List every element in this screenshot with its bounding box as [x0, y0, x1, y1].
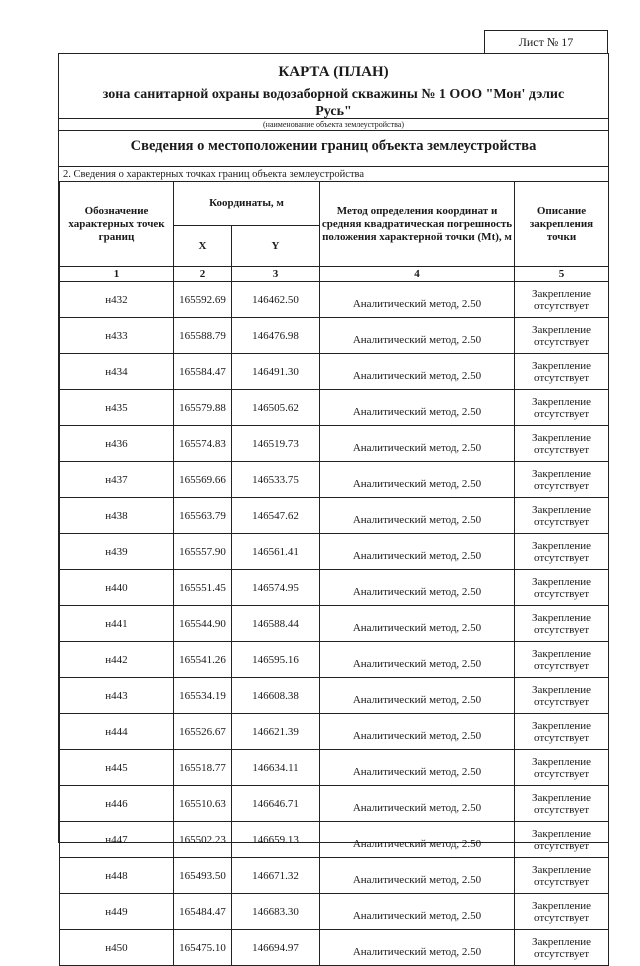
description-cell: Закрепление отсутствует — [515, 858, 609, 894]
description-cell: Закрепление отсутствует — [515, 678, 609, 714]
x-coordinate-cell: 165541.26 — [174, 642, 232, 678]
x-coordinate-cell: 165526.67 — [174, 714, 232, 750]
x-coordinate-cell: 165551.45 — [174, 570, 232, 606]
table-row — [60, 390, 609, 426]
point-cell: н445 — [60, 750, 174, 786]
method-cell: Аналитический метод, 2.50 — [320, 642, 515, 678]
description-cell: Закрепление отсутствует — [515, 390, 609, 426]
x-coordinate-cell: 165475.10 — [174, 930, 232, 966]
description-cell: Закрепление отсутствует — [515, 462, 609, 498]
description-cell: Закрепление отсутствует — [515, 426, 609, 462]
point-cell: н450 — [60, 930, 174, 966]
column-number: 1 — [60, 267, 174, 282]
method-cell: Аналитический метод, 2.50 — [320, 894, 515, 930]
point-cell: н443 — [60, 678, 174, 714]
document-frame — [58, 53, 609, 960]
method-cell: Аналитический метод, 2.50 — [320, 354, 515, 390]
table-row — [60, 318, 609, 354]
x-coordinate-cell: 165563.79 — [174, 498, 232, 534]
table-row — [60, 606, 609, 642]
x-coordinate-cell: 165574.83 — [174, 426, 232, 462]
header-description: Описание закрепления точки — [515, 182, 609, 267]
table-row — [60, 462, 609, 498]
method-cell: Аналитический метод, 2.50 — [320, 606, 515, 642]
object-name: зона санитарной охраны водозаборной скважины № 1 ООО "Мон' дэлис Русь" — [102, 87, 565, 119]
description-cell: Закрепление отсутствует — [515, 282, 609, 318]
y-coordinate-cell: 146694.97 — [232, 930, 320, 966]
method-cell: Аналитический метод, 2.50 — [320, 534, 515, 570]
method-cell: Аналитический метод, 2.50 — [320, 678, 515, 714]
column-number: 2 — [174, 267, 232, 282]
method-cell: Аналитический метод, 2.50 — [320, 282, 515, 318]
method-cell: Аналитический метод, 2.50 — [320, 390, 515, 426]
column-number: 3 — [232, 267, 320, 282]
point-cell: н436 — [60, 426, 174, 462]
y-coordinate-cell: 146574.95 — [232, 570, 320, 606]
table-row — [60, 750, 609, 786]
y-coordinate-cell: 146634.11 — [232, 750, 320, 786]
header-point: Обозначение характерных точек границ — [60, 182, 174, 267]
point-cell: н439 — [60, 534, 174, 570]
point-cell: н449 — [60, 894, 174, 930]
y-coordinate-cell: 146476.98 — [232, 318, 320, 354]
y-coordinate-cell: 146588.44 — [232, 606, 320, 642]
point-cell: н447 — [60, 822, 174, 858]
x-coordinate-cell: 165588.79 — [174, 318, 232, 354]
y-coordinate-cell: 146683.30 — [232, 894, 320, 930]
point-cell: н444 — [60, 714, 174, 750]
x-coordinate-cell: 165557.90 — [174, 534, 232, 570]
description-cell: Закрепление отсутствует — [515, 714, 609, 750]
point-cell: н433 — [60, 318, 174, 354]
description-cell: Закрепление отсутствует — [515, 570, 609, 606]
point-cell: н448 — [60, 858, 174, 894]
point-cell: н442 — [60, 642, 174, 678]
description-cell: Закрепление отсутствует — [515, 822, 609, 858]
table-row — [60, 426, 609, 462]
y-coordinate-cell: 146462.50 — [232, 282, 320, 318]
table-row — [60, 894, 609, 930]
point-cell: н438 — [60, 498, 174, 534]
y-coordinate-cell: 146491.30 — [232, 354, 320, 390]
description-cell: Закрепление отсутствует — [515, 498, 609, 534]
description-cell: Закрепление отсутствует — [515, 930, 609, 966]
coordinates-table — [59, 181, 609, 966]
point-cell: н435 — [60, 390, 174, 426]
description-cell: Закрепление отсутствует — [515, 318, 609, 354]
x-coordinate-cell: 165510.63 — [174, 786, 232, 822]
y-coordinate-cell: 146547.62 — [232, 498, 320, 534]
table-row — [60, 714, 609, 750]
description-cell: Закрепление отсутствует — [515, 786, 609, 822]
divider — [59, 118, 608, 119]
y-coordinate-cell: 146505.62 — [232, 390, 320, 426]
description-cell: Закрепление отсутствует — [515, 750, 609, 786]
y-coordinate-cell: 146561.41 — [232, 534, 320, 570]
document-title: КАРТА (ПЛАН) — [278, 64, 389, 80]
x-coordinate-cell: 165518.77 — [174, 750, 232, 786]
header-y: Y — [232, 226, 320, 267]
y-coordinate-cell: 146533.75 — [232, 462, 320, 498]
x-coordinate-cell: 165592.69 — [174, 282, 232, 318]
title-block — [59, 54, 608, 118]
sheet-number-label: Лист № 17 — [518, 34, 574, 49]
description-cell: Закрепление отсутствует — [515, 894, 609, 930]
y-coordinate-cell: 146595.16 — [232, 642, 320, 678]
column-number: 4 — [320, 267, 515, 282]
point-cell: н446 — [60, 786, 174, 822]
table-row — [60, 282, 609, 318]
y-coordinate-cell: 146646.71 — [232, 786, 320, 822]
table-row — [60, 642, 609, 678]
sheet-number — [484, 30, 608, 54]
description-cell: Закрепление отсутствует — [515, 354, 609, 390]
method-cell: Аналитический метод, 2.50 — [320, 570, 515, 606]
table-row — [60, 930, 609, 966]
point-cell: н440 — [60, 570, 174, 606]
method-cell: Аналитический метод, 2.50 — [320, 426, 515, 462]
description-cell: Закрепление отсутствует — [515, 534, 609, 570]
method-cell: Аналитический метод, 2.50 — [320, 786, 515, 822]
section-title: Сведения о местоположении границ объекта землеустройства — [130, 138, 537, 154]
method-cell: Аналитический метод, 2.50 — [320, 930, 515, 966]
table-row — [60, 786, 609, 822]
point-cell: н434 — [60, 354, 174, 390]
description-cell: Закрепление отсутствует — [515, 642, 609, 678]
description-cell: Закрепление отсутствует — [515, 606, 609, 642]
divider — [59, 166, 608, 167]
x-coordinate-cell: 165584.47 — [174, 354, 232, 390]
table-row — [60, 678, 609, 714]
x-coordinate-cell: 165569.66 — [174, 462, 232, 498]
table-row — [60, 570, 609, 606]
y-coordinate-cell: 146608.38 — [232, 678, 320, 714]
point-cell: н441 — [60, 606, 174, 642]
subsection-title: 2. Сведения о характерных точках границ объекта землеустройства — [63, 169, 365, 180]
x-coordinate-cell: 165534.19 — [174, 678, 232, 714]
method-cell: Аналитический метод, 2.50 — [320, 750, 515, 786]
method-cell: Аналитический метод, 2.50 — [320, 858, 515, 894]
header-method: Метод определения координат и средняя квадратическая погрешность положения характерной точки (Mt), м — [320, 182, 515, 267]
header-coords: Координаты, м — [174, 182, 320, 226]
method-cell: Аналитический метод, 2.50 — [320, 462, 515, 498]
x-coordinate-cell: 165579.88 — [174, 390, 232, 426]
y-coordinate-cell: 146519.73 — [232, 426, 320, 462]
object-caption: (наименование объекта землеустройства) — [263, 120, 404, 129]
table-row — [60, 534, 609, 570]
x-coordinate-cell: 165502.23 — [174, 822, 232, 858]
y-coordinate-cell: 146671.32 — [232, 858, 320, 894]
divider — [59, 130, 608, 131]
column-number: 5 — [515, 267, 609, 282]
y-coordinate-cell: 146659.13 — [232, 822, 320, 858]
method-cell: Аналитический метод, 2.50 — [320, 822, 515, 858]
y-coordinate-cell: 146621.39 — [232, 714, 320, 750]
point-cell: н432 — [60, 282, 174, 318]
method-cell: Аналитический метод, 2.50 — [320, 714, 515, 750]
x-coordinate-cell: 165484.47 — [174, 894, 232, 930]
table-row — [60, 354, 609, 390]
x-coordinate-cell: 165493.50 — [174, 858, 232, 894]
point-cell: н437 — [60, 462, 174, 498]
table-row — [60, 858, 609, 894]
table-body — [60, 282, 609, 966]
x-coordinate-cell: 165544.90 — [174, 606, 232, 642]
header-x: X — [174, 226, 232, 267]
method-cell: Аналитический метод, 2.50 — [320, 318, 515, 354]
table-row — [60, 498, 609, 534]
table-row — [60, 822, 609, 858]
method-cell: Аналитический метод, 2.50 — [320, 498, 515, 534]
